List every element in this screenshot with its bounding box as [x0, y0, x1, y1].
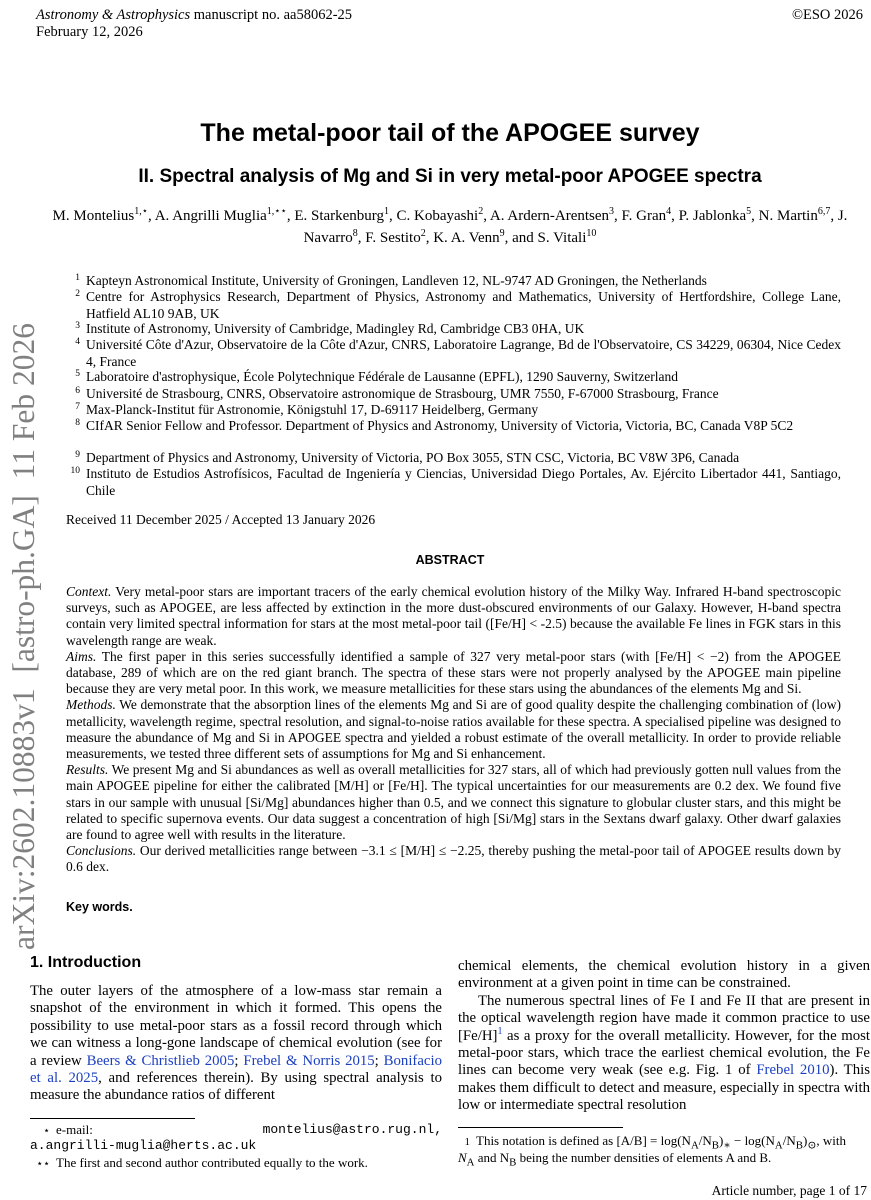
- affiliation-item: [66, 386, 841, 403]
- manuscript-number: manuscript no. aa58062-25: [190, 7, 353, 23]
- abstract-conclusions: [66, 843, 841, 875]
- affiliation-number: 1: [75, 273, 80, 283]
- author-name: J. Navarro: [303, 208, 848, 246]
- affiliation-number: 10: [70, 466, 80, 476]
- received-line: Received 11 December 2025 / Accepted 13 January 2026: [66, 512, 376, 527]
- fn1-part: ): [719, 1133, 724, 1148]
- author-affiliation-mark: 9: [499, 228, 505, 239]
- fn1-part: , with: [816, 1133, 847, 1148]
- author-name: P. Jablonka: [678, 208, 747, 224]
- section-heading-introduction: 1. Introduction: [30, 954, 142, 971]
- author-affiliation-mark: 2: [478, 206, 484, 217]
- affiliation-number: 7: [75, 402, 80, 412]
- fn1-part: and N: [474, 1150, 510, 1165]
- footnote-mark-star: ⋆: [43, 1125, 50, 1137]
- affiliation-number: 3: [75, 321, 80, 331]
- affiliation-item: [66, 337, 841, 370]
- author-affiliation-mark: 10: [586, 228, 597, 239]
- email-address-1[interactable]: montelius@astro.rug.nl,: [262, 1122, 442, 1137]
- affiliation-number: 4: [75, 337, 80, 347]
- citation-frebel-2010[interactable]: Frebel 2010: [756, 1062, 830, 1079]
- affiliation-text: Institute of Astronomy, University of Cambridge, Madingley Rd, Cambridge CB3 0HA, UK: [86, 321, 585, 336]
- author-affiliation-mark: 1,⋆: [134, 206, 148, 217]
- author-affiliation-mark: 3: [609, 206, 615, 217]
- intro-paragraph-1: [30, 983, 442, 1105]
- affiliation-number: 8: [75, 418, 80, 428]
- author-name: K. A. Venn: [433, 230, 500, 246]
- author-name: F. Sestito: [365, 230, 421, 246]
- fn1-part: N: [458, 1150, 467, 1165]
- footnote-rule-left: [30, 1118, 195, 1119]
- footnote-rule-right: [458, 1127, 623, 1128]
- running-header: [36, 7, 352, 24]
- citation-beers-christlieb[interactable]: Beers & Christlieb 2005: [86, 1052, 235, 1069]
- affiliation-number: 2: [75, 289, 80, 299]
- affiliation-item: [66, 321, 841, 338]
- author-affiliation-mark: 4: [666, 206, 672, 217]
- affiliation-text: Department of Physics and Astronomy, University of Victoria, PO Box 3055, STN CSC, Victoria, BC V8W 3P6, Canada: [86, 450, 740, 465]
- paper-title: The metal-poor tail of the APOGEE survey: [200, 119, 700, 147]
- author-name: S. Vitali: [537, 230, 587, 246]
- affiliation-item: [66, 466, 841, 499]
- fn1-part: /N: [698, 1133, 712, 1148]
- intro-text-1b: , and references therein). By using spectral analysis to measure the abundance ratios of different: [30, 1070, 442, 1104]
- author-affiliation-mark: 8: [352, 228, 358, 239]
- abstract-results: [66, 762, 841, 843]
- affiliation-number: 5: [75, 369, 80, 379]
- aims-label: Aims.: [66, 648, 97, 664]
- footnote-mark-1: 1: [464, 1136, 470, 1148]
- author-affiliation-mark: 5: [746, 206, 752, 217]
- header-date: February 12, 2026: [36, 24, 143, 40]
- citation-frebel-norris[interactable]: Frebel & Norris 2015: [243, 1052, 375, 1069]
- affiliation-text: CIfAR Senior Fellow and Professor. Department of Physics and Astronomy, University of Victoria, Victoria, BC, Canada V8P 5C2: [86, 418, 794, 433]
- fn1-part: A: [466, 1156, 475, 1169]
- intro-text-2c: ). This makes them difficult to detect and measure, especially in spectra with low or intermediate spectral resolution: [458, 1062, 870, 1114]
- context-label: Context.: [66, 584, 112, 599]
- arxiv-stamp: [0, 0, 50, 1000]
- author-name: A. Ardern-Arentsen: [489, 208, 610, 224]
- affiliation-item: [66, 369, 841, 386]
- intro-paragraph-continued: chemical elements, the chemical evolution history in a given environment at a given point in time can be constrained.: [458, 958, 870, 992]
- author-name: E. Starkenburg: [294, 208, 385, 224]
- fn1-part: A: [690, 1139, 699, 1152]
- affiliation-number: 9: [75, 450, 80, 460]
- journal-name: Astronomy & Astrophysics: [36, 7, 191, 23]
- fn1-part: being the number densities of elements A and B.: [516, 1150, 772, 1165]
- intro-text-2b: as a proxy for the overall metallicity. However, for the most metal-poor stars, which trace the earliest chemical evolution, the Fe lines can become very weak (see e.g. Fig. 1 of: [458, 1027, 870, 1079]
- fn1-part: B: [509, 1156, 517, 1169]
- conclusions-text: Our derived metallicities range between −3.1 ≤ [M/H] ≤ −2.25, thereby pushing the metal-poor tail of APOGEE results down by 0.6 dex.: [66, 843, 841, 875]
- affiliation-item: [66, 273, 841, 290]
- intro-paragraph-2: [458, 993, 870, 1115]
- abstract-heading: ABSTRACT: [415, 553, 485, 567]
- results-label: Results.: [66, 762, 109, 778]
- author-list: M. Montelius$^{1,⋆}$, A. Angrilli Muglia$^{1,⋆⋆}$, E. Starkenburg$^1$, C. Kobayashi$^2$, A. Ardern-Arentsen$^3$, F. Gran$^4$, P. Jablonka$^5$, N. Martin$^{6,7}$, J. Navarro$^8$, F. Sestito$^2$, K. A. Venn$^9$, and S. Vitali$^{10}$: [52, 206, 848, 246]
- author-name: N. Martin: [758, 208, 818, 224]
- affiliation-text: Kapteyn Astronomical Institute, University of Groningen, Landleven 12, NL-9747 AD Groningen, the Netherlands: [86, 273, 707, 288]
- arxiv-id-text[interactable]: arXiv:2602.10883v1 [astro-ph.GA] 11 Feb 2026: [6, 322, 41, 950]
- fn1-part: ⊙: [807, 1139, 817, 1152]
- affiliation-number: 6: [75, 386, 80, 396]
- author-affiliation-mark: 1,⋆⋆: [266, 206, 287, 217]
- affiliation-text: Laboratoire d'astrophysique, École Polytechnique Fédérale de Lausanne (EPFL), 1290 Sauverny, Switzerland: [86, 369, 679, 384]
- footnote-email: [30, 1122, 442, 1139]
- author-name: A. Angrilli Muglia: [154, 208, 267, 224]
- citation-separator: ;: [374, 1052, 384, 1069]
- page-number: Article number, page 1 of 17: [711, 1183, 867, 1198]
- affiliation-text: Instituto de Estudios Astrofísicos, Facultad de Ingeniería y Ciencias, Universidad Diego Portales, Av. Ejército Libertador 441, Santiago, Chile: [86, 466, 841, 498]
- citation-separator: ;: [234, 1052, 244, 1069]
- keywords-label: Key words.: [66, 900, 133, 914]
- results-text: We present Mg and Si abundances as well as overall metallicities for 327 stars, all of which had previously gotten null values from the main APOGEE pipeline for either the calibrated [M/H] or [Fe/H]. The typical uncertainties for our measurements are 0.2 dex. We found five stars in our sample with unusual [Si/Mg] abundances higher than 0.5, and we connect this signature to globular cluster stars, and this might be related to specific supernova events. Our data suggest a concentration of high [Si/Mg] stars in the Sextans dwarf galaxy. Other dwarf galaxies are found to agree well with results in the literature.: [66, 762, 841, 843]
- fn1-part: ∗: [723, 1139, 731, 1152]
- affiliation-text: Centre for Astrophysics Research, Department of Physics, Astronomy and Mathematics, University of Hertfordshire, College Lane, Hatfield AL10 9AB, UK: [86, 289, 841, 321]
- affiliation-text: Université de Strasbourg, CNRS, Observatoire astronomique de Strasbourg, UMR 7550, F-67000 Strasbourg, France: [86, 386, 719, 401]
- intro-text-2a: The numerous spectral lines of Fe I and Fe II that are present in the optical wavelength region have made it common practice to use [Fe/H]: [458, 992, 870, 1044]
- equal-contribution-text: The first and second author contributed equally to the work.: [56, 1155, 368, 1170]
- affiliation-item: [66, 418, 841, 435]
- footnote-mark-double-star: ⋆⋆: [36, 1158, 50, 1170]
- abstract-context: [66, 584, 841, 649]
- footnote-1-line-2: [458, 1150, 771, 1171]
- fn1-part: /N: [782, 1133, 796, 1148]
- author-name: F. Gran: [621, 208, 667, 224]
- fn1-part: − log(N: [730, 1133, 775, 1148]
- intro-left-column: [30, 983, 442, 1105]
- affiliation-text: Université Côte d'Azur, Observatoire de la Côte d'Azur, CNRS, Laboratoire Lagrange, Bd de l'Observatoire, CS 34229, 06304, Nice Cedex 4, France: [86, 337, 841, 369]
- author-affiliation-mark: 6,7: [817, 206, 831, 217]
- aims-text: The first paper in this series successfully identified a sample of 327 very metal-poor stars (with [Fe/H] < −2) from the APOGEE database, 289 of which are on the red giant branch. The spectra of these stars were not properly analysed by the APOGEE main pipeline because they are very metal poor. In this work, we measure metallicities for these stars using the abundances of the elements Mg and Si.: [66, 648, 841, 697]
- author-affiliation-mark: 2: [420, 228, 426, 239]
- methods-label: Methods.: [66, 697, 116, 713]
- fn1-part: ): [802, 1133, 808, 1148]
- affiliation-item: [66, 402, 841, 419]
- author-affiliation-mark: 1: [384, 206, 390, 217]
- paper-subtitle: II. Spectral analysis of Mg and Si in very metal-poor APOGEE spectra: [138, 166, 762, 187]
- abstract-body: [66, 584, 841, 876]
- affiliation-text: Max-Planck-Institut für Astronomie, Königstuhl 17, D-69117 Heidelberg, Germany: [86, 402, 539, 417]
- author-name: M. Montelius: [52, 208, 135, 224]
- abstract-aims: [66, 649, 841, 698]
- context-text: Very metal-poor stars are important tracers of the early chemical evolution history of the Milky Way. Infrared H-band spectroscopic surveys, such as APOGEE, are less affected by extinction in the more dust-obscured environments of our Galaxy. However, H-band spectra contain very limited spectral information for stars at the most metal-poor tail ([Fe/H] < -2.5) because the available Fe lines in FGK stars in this wavelength range are weak.: [66, 584, 841, 648]
- fn1-part: A: [774, 1139, 783, 1152]
- affiliation-item: [66, 289, 841, 322]
- email-address-2[interactable]: a.angrilli-muglia@herts.ac.uk: [30, 1138, 257, 1153]
- conclusions-label: Conclusions.: [66, 843, 137, 859]
- footnote-equal-contribution: [30, 1155, 368, 1172]
- copyright: ©ESO 2026: [791, 7, 863, 23]
- citation-bonifacio[interactable]: Bonifacio et al. 2025: [30, 1052, 443, 1087]
- abstract-methods: [66, 697, 841, 762]
- intro-text-1a: The outer layers of the atmosphere of a low-mass star remain a snapshot of the environment in which it formed. This opens the possibility to use metal-poor stars as a fossil record through which we can witness a long-gone landscape of chemical evolution (see for a review: [30, 983, 442, 1069]
- author-name: C. Kobayashi: [396, 208, 479, 224]
- affiliation-item: [66, 450, 841, 467]
- fn1-part: B: [711, 1139, 720, 1152]
- fn1-part: B: [795, 1139, 803, 1152]
- email-label: e-mail:: [56, 1122, 93, 1137]
- fn1-part: This notation is defined as [A/B] = log(N: [476, 1133, 691, 1148]
- methods-text: We demonstrate that the absorption lines of the elements Mg and Si are of good quality despite the challenging combination of (low) metallicity, wavelength regime, spectral resolution, and signal-to-noise ratios available for these spectra. A specialised pipeline was designed to measure the abundance of Mg and Si in APOGEE spectra and yielded a robust estimate of the overall metallicity. In order to provide reliable measurements, we tested three different sets of assumptions for Mg and Si enhancement.: [66, 697, 841, 762]
- intro-right-column: [458, 958, 870, 1115]
- footnote-ref-1[interactable]: 1: [497, 1025, 503, 1037]
